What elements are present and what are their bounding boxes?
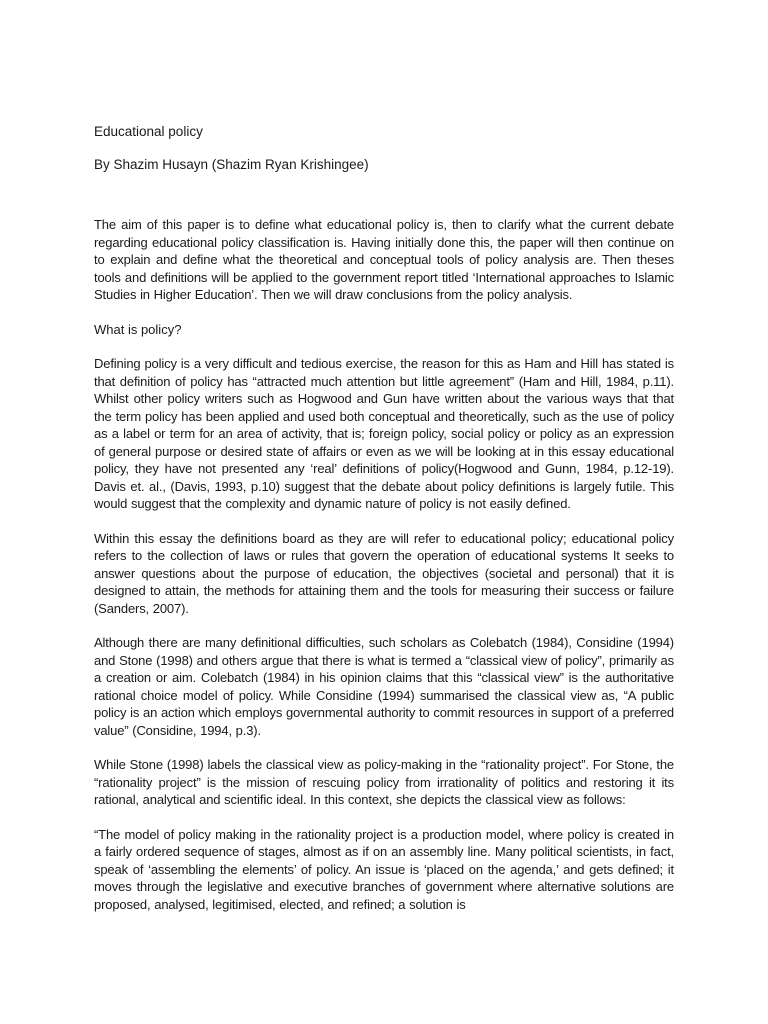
document-page bbox=[94, 123, 674, 930]
paragraph-quotation: “The model of policy making in the rationality project is a production model, where policy is created in a fairly ordered sequence of stages, almost as if on an assembly line. Many political scientists, in fact, speak of ‘assembling the elements’ of policy. An issue is ‘placed on the agenda,’ and gets defined; it moves through the legislative and executive branches of government where alternative solutions are proposed, analysed, legitimised, elected, and refined; a solution is bbox=[94, 826, 674, 912]
paragraph-classical-view: Although there are many definitional difficulties, such scholars as Colebatch (1984), Considine (1994) and Stone (1998) and others argue that there is what is termed a “classical view of policy”, primarily as a creation or aim. Colebatch (1984) in his opinion claims that this “classical view” is the authoritative rational choice model of policy. While Considine (1994) summarised the classical view as, “A public policy is an action which employs governmental authority to commit resources in support of a preferred value” (Considine, 1994, p.3). bbox=[94, 635, 674, 738]
document-title: Educational policy bbox=[94, 124, 203, 139]
document-byline: By Shazim Husayn (Shazim Ryan Krishingee) bbox=[94, 157, 369, 172]
section-heading-what-is-policy: What is policy? bbox=[94, 321, 182, 337]
paragraph-educational-policy-definition: Within this essay the definitions board as they are will refer to educational policy; educational policy refers to the collection of laws or rules that govern the operation of educational systems It seeks to answer questions about the purpose of education, the objectives (societal and personal) that it is designed to attain, the methods for attaining them and the tools for measuring their success or failure (Sanders, 2007). bbox=[94, 530, 674, 616]
paragraph-rationality-project: While Stone (1998) labels the classical view as policy-making in the “rationality project”. For Stone, the “rationality project” is the mission of rescuing policy from irrationality of politics and restoring it its rational, analytical and scientific ideal. In this context, she depicts the classical view as follows: bbox=[94, 757, 674, 807]
paragraph-defining-policy: Defining policy is a very difficult and tedious exercise, the reason for this as Ham and Hill has stated is that definition of policy has “attracted much attention but little agreement” (Ham and Hill, 1984, p.11). Whilst other policy writers such as Hogwood and Gun have written about the various ways that that the term policy has been applied and used both conceptual and theoretically, such as the use of policy as a label or term for an area of activity, that is; foreign policy, social policy or policy as an expression of general purpose or desired state of affairs or even as we will be looking at in this essay educational policy, they have not presented any ‘real’ definitions of policy(Hogwood and Gunn, 1984, p.12-19). Davis et. al., (Davis, 1993, p.10) suggest that the debate about policy definitions is largely futile. This would suggest that the complexity and dynamic nature of policy is not easily defined. bbox=[94, 356, 674, 511]
paragraph-introduction: The aim of this paper is to define what educational policy is, then to clarify what the current debate regarding educational policy classification is. Having initially done this, the paper will then continue on to explain and define what the theoretical and conceptual tools of policy analysis are. Then theses tools and definitions will be applied to the government report titled ‘International approaches to Islamic Studies in Higher Education’. Then we will draw conclusions from the policy analysis. bbox=[94, 217, 674, 302]
